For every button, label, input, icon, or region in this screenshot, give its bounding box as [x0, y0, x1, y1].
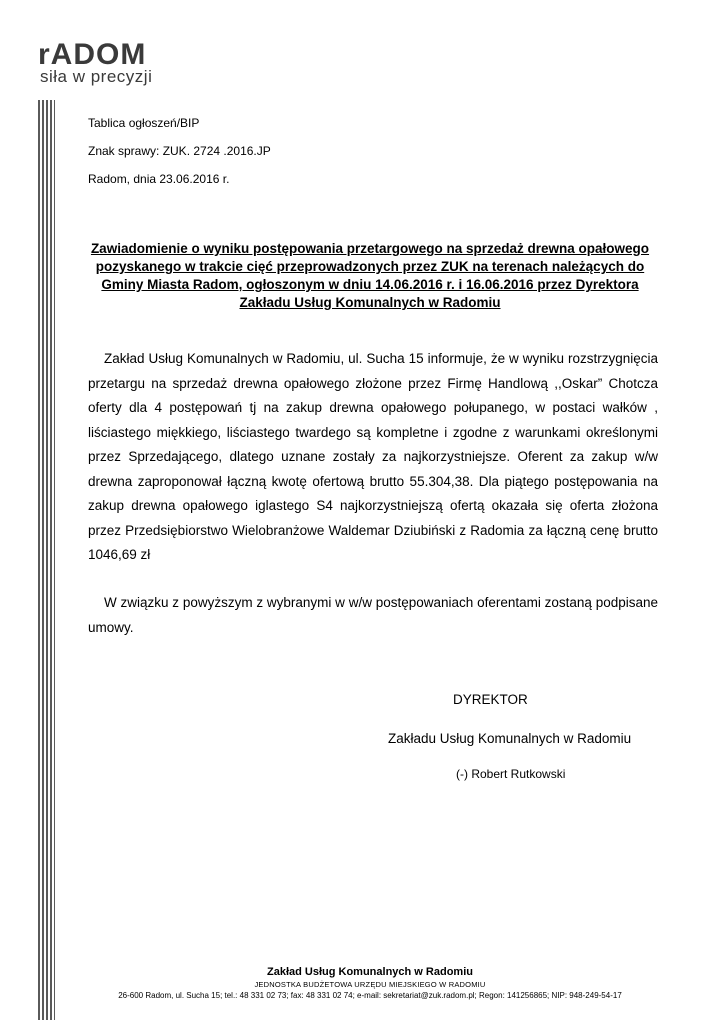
- case-number: Znak sprawy: ZUK. 2724 .2016.JP: [88, 144, 271, 158]
- footer-contact: 26-600 Radom, ul. Sucha 15; tel.: 48 331 02 73; fax: 48 331 02 74; e-mail: sekretariat@zuk.radom.pl; Regon: 141256865; NIP: 948-249-54-17: [118, 991, 622, 1000]
- body-paragraph-2: W związku z powyższym z wybranymi w w/w postępowaniach oferentami zostaną podpisane umowy.: [88, 595, 658, 635]
- document-title: Zawiadomienie o wyniku postępowania przetargowego na sprzedaż drewna opałowego pozyskanego w trakcie cięć przeprowadzonych przez ZUK na terenach należących do Gminy Miasta Radom, ogłoszonym w dniu 14.06.2016 r. i 16.06.2016 przez Dyrektora Zakładu Usług Komunalnych w Radomiu: [90, 241, 650, 310]
- board-label: Tablica ogłoszeń/BIP: [88, 116, 200, 130]
- radom-logo: [38, 40, 178, 90]
- logo-wordmark: rADOM: [38, 38, 147, 71]
- signature-institution: Zakładu Usług Komunalnych w Radomiu: [388, 731, 632, 746]
- decorative-side-bars: [38, 100, 62, 1020]
- signature-role: DYREKTOR: [453, 692, 528, 707]
- footer-organization: Zakład Usług Komunalnych w Radomiu: [267, 966, 473, 978]
- logo-tagline: siła w precyzji: [40, 67, 153, 86]
- signature-name: (-) Robert Rutkowski: [456, 767, 566, 781]
- footer-unit: JEDNOSTKA BUDŻETOWA URZĘDU MIEJSKIEGO W RADOMIU: [254, 980, 486, 989]
- body-paragraph-1: Zakład Usług Komunalnych w Radomiu, ul. Sucha 15 informuje, że w wyniku rozstrzygnięcia przetargu na sprzedaż drewna opałowego złożone przez Firmę Handlową ,,Oskar” Chotcza oferty dla 4 postępowań tj na zakup drewna opałowego połupanego, w postaci wałków , liściastego miękkiego, liściastego twardego są kompletne i zgodne z warunkami określonymi przez Sprzedającego, dlatego uznane zostały za najkorzystniejsze. Oferent za zakup w/w drewna zaproponował łączną kwotę ofertową brutto 55.304,38. Dla piątego postępowania na zakup drewna opałowego iglastego S4 najkorzystniejszą ofertą okazała się oferta złożona przez Przedsiębiorstwo Wielobranżowe Waldemar Dziubiński z Radomia za łączną cenę brutto 1046,69 zł: [88, 351, 658, 562]
- document-date: Radom, dnia 23.06.2016 r.: [88, 172, 230, 186]
